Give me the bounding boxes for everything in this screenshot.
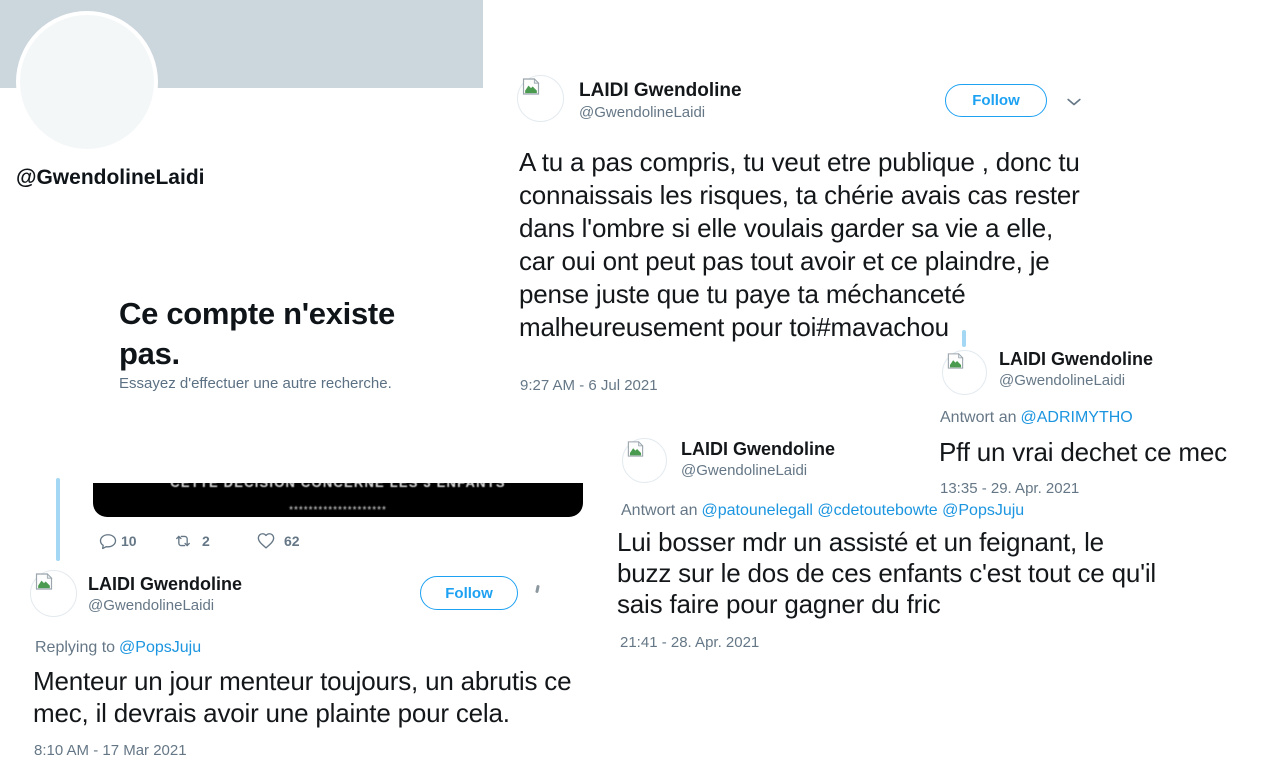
- retweet-icon: [172, 531, 194, 551]
- broken-image-icon: [521, 78, 541, 95]
- reply-context: [35, 639, 201, 657]
- media-caption-bottom: ********************: [289, 505, 387, 516]
- profile-avatar: [16, 11, 158, 153]
- retweet-count[interactable]: 2: [202, 533, 210, 549]
- tweet-author-name[interactable]: LAIDI Gwendoline: [579, 80, 742, 101]
- reply-mention-link[interactable]: @patounelegall @cdetoutebowte @PopsJuju: [701, 502, 1025, 519]
- heart-icon: [256, 531, 276, 551]
- tweet-avatar[interactable]: [517, 75, 564, 122]
- reply-prefix: Antwort an: [940, 409, 1017, 426]
- tweet-media-image[interactable]: [93, 475, 583, 517]
- broken-image-icon: [946, 353, 965, 369]
- tweet-text: Pff un vrai dechet ce mec: [939, 437, 1227, 467]
- reply-button[interactable]: [98, 531, 118, 551]
- tweet-timestamp[interactable]: 13:35 - 29. Apr. 2021: [940, 480, 1080, 497]
- reply-prefix: Antwort an: [621, 502, 698, 519]
- tweet-avatar[interactable]: [622, 438, 667, 483]
- tweet-author-handle[interactable]: @GwendolineLaidi: [88, 597, 215, 614]
- tweet-timestamp[interactable]: 21:41 - 28. Apr. 2021: [620, 634, 760, 651]
- account-missing-title: Ce compte n'existe pas.: [119, 296, 395, 371]
- reply-icon: [98, 531, 118, 551]
- follow-button[interactable]: Follow: [945, 84, 1047, 117]
- tweet-author-name[interactable]: LAIDI Gwendoline: [88, 574, 243, 594]
- media-caption-top: CETTE DECISION CONCERNE LES 3 ENFANTS: [170, 475, 506, 490]
- broken-image-icon: [34, 573, 54, 590]
- tweet-text: Menteur un jour menteur toujours, un abrutis ce mec, il devrais avoir une plainte pour cela.: [33, 666, 572, 728]
- reply-context: [940, 409, 1133, 427]
- tweet-author-name[interactable]: LAIDI Gwendoline: [999, 349, 1154, 369]
- tweet-avatar[interactable]: [942, 350, 987, 395]
- tweet-author-handle[interactable]: @GwendolineLaidi: [681, 462, 808, 479]
- tweet-timestamp[interactable]: 8:10 AM - 17 Mar 2021: [34, 742, 187, 759]
- account-missing-subtitle: Essayez d'effectuer une autre recherche.: [119, 375, 392, 392]
- thread-connector-line: [56, 478, 60, 561]
- profile-handle: @GwendolineLaidi: [16, 166, 205, 189]
- reply-context: [621, 502, 1024, 520]
- thread-connector-line: [962, 330, 966, 347]
- tweet-text: A tu a pas compris, tu veut etre publique , donc tu connaissais les risques, ta chérie avais cas rester dans l'ombre si elle voulais garder sa vie a elle, car oui ont peut pas tout avoir et ce plaindre, je pense juste que tu paye ta méchanceté malheureusement pour toi#mavachou: [519, 147, 1080, 342]
- broken-image-icon: [626, 441, 645, 457]
- tweet-timestamp[interactable]: 9:27 AM - 6 Jul 2021: [520, 377, 658, 394]
- chevron-down-icon[interactable]: [1064, 92, 1084, 112]
- like-button[interactable]: [256, 531, 276, 551]
- tweet-author-handle[interactable]: @GwendolineLaidi: [579, 104, 706, 121]
- retweet-button[interactable]: [172, 531, 194, 551]
- reply-mention-link[interactable]: @ADRIMYTHO: [1020, 409, 1133, 426]
- cropped-chevron-mark: [535, 585, 540, 593]
- reply-prefix: Replying to: [35, 639, 116, 656]
- reply-mention-link[interactable]: @PopsJuju: [119, 639, 202, 656]
- tweet-text: Lui bosser mdr un assisté et un feignant, le buzz sur le dos de ces enfants c'est tout ce qu'il sais faire pour gagner du fric: [617, 527, 1157, 619]
- tweet-author-handle[interactable]: @GwendolineLaidi: [999, 372, 1126, 389]
- tweet-author-name[interactable]: LAIDI Gwendoline: [681, 439, 836, 459]
- follow-button[interactable]: Follow: [420, 576, 518, 610]
- tweet-avatar[interactable]: [30, 570, 77, 617]
- reply-count[interactable]: 10: [121, 533, 137, 549]
- like-count[interactable]: 62: [284, 533, 300, 549]
